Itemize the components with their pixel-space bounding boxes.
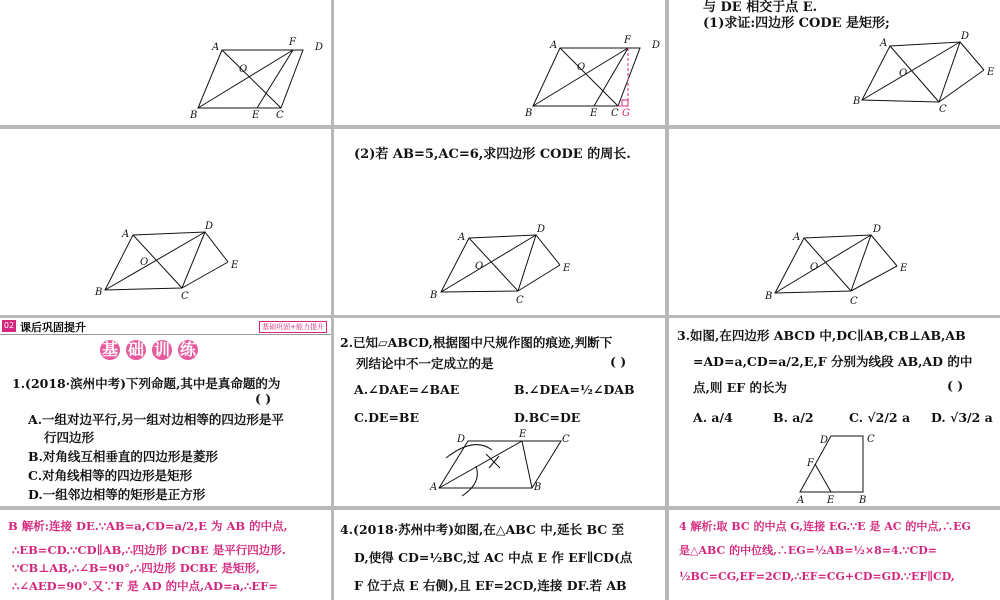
rectangle-code-figure [669, 0, 1000, 125]
section-header [0, 318, 331, 335]
label-e: E [519, 429, 527, 440]
label-f: F [289, 37, 296, 48]
question-stem: 2.已知▱ABCD,根据图中尺规作图的痕迹,判断下 [340, 335, 613, 350]
question-stem: 1.(2018·滨州中考)下列命题,其中是真命题的为 [12, 376, 281, 391]
label-a: A [430, 482, 438, 493]
option-c: C. √2/2 a [849, 410, 911, 425]
panel-question-1 [0, 318, 331, 506]
label-a: A [122, 229, 130, 240]
label-b: B [525, 108, 533, 119]
answer-paren: ( ) [255, 391, 272, 406]
parallelogram-figure [0, 0, 331, 125]
solution-line: ½BC=CG,EF=2CD,∴EF=CG+CD=GD.∵EF∥CD, [679, 570, 955, 583]
section-badge: 02 [3, 321, 15, 330]
label-o: O [239, 64, 248, 75]
panel-answer-4 [669, 510, 1000, 600]
question-stem: 4.(2018·苏州中考)如图,在△ABC 中,延长 BC 至 [340, 522, 625, 537]
label-o: O [577, 62, 586, 73]
label-b: B [534, 482, 542, 493]
option-a-cont: 行四边形 [44, 430, 95, 445]
rectangle-code-figure [0, 129, 331, 315]
label-o: O [810, 262, 819, 273]
question-stem-cont: F 位于点 E 右侧),且 EF=2CD,连接 DF.若 AB [354, 578, 627, 593]
label-c: C [516, 295, 524, 306]
solution-line: ∵CB⊥AB,∴∠B=90°,∴四边形 DCBE 是矩形, [12, 561, 260, 575]
label-a: A [793, 232, 801, 243]
label-a: A [212, 42, 220, 53]
section-title: 课后巩固提升 [20, 321, 86, 334]
panel-mid-right [669, 129, 1000, 315]
label-b: B [430, 290, 438, 301]
text-line: 与 DE 相交于点 E. [703, 0, 818, 15]
label-e: E [563, 263, 571, 274]
label-c: C [867, 434, 875, 445]
label-c: C [939, 104, 947, 115]
label-a: A [550, 40, 558, 51]
label-g: G [622, 108, 630, 119]
option-d: D. √3/2 a [931, 410, 993, 425]
label-c: C [611, 108, 619, 119]
solution-line: 是△ABC 的中位线,∴EG=½AB=½×8=4.∵CD= [679, 544, 937, 557]
option-a: A. a/4 [693, 410, 733, 425]
answer-paren: ( ) [947, 378, 964, 393]
option-d: D.一组邻边相等的矩形是正方形 [28, 487, 206, 502]
label-e: E [827, 495, 835, 506]
option-a: A.∠DAE=∠BAE [354, 382, 460, 397]
trapezoid-figure [669, 318, 1000, 506]
label-d: D [457, 434, 466, 445]
parallelogram-construction-figure [334, 318, 665, 506]
training-heading [100, 340, 204, 360]
training-char: 础 [127, 340, 144, 359]
option-b: B. a/2 [773, 410, 814, 425]
label-b: B [853, 96, 861, 107]
option-b: B.对角线互相垂直的四边形是菱形 [28, 449, 218, 464]
panel-question-4 [334, 510, 665, 600]
training-char: 基 [101, 340, 118, 359]
question-stem: 3.如图,在四边形 ABCD 中,DC∥AB,CB⊥AB,AB [677, 328, 966, 343]
label-e: E [987, 67, 995, 78]
solution-line: 4 解析:取 BC 的中点 G,连接 EG.∵E 是 AC 的中点,∴EG [679, 520, 971, 533]
label-d: D [537, 224, 546, 235]
label-a: A [880, 38, 888, 49]
question-stem-cont: =AD=a,CD=a/2,E,F 分别为线段 AB,AD 的中 [693, 354, 973, 369]
panel-top-left [0, 0, 331, 125]
panel-mid-center [334, 129, 665, 315]
question-stem-cont: 列结论中不一定成立的是 [356, 356, 494, 371]
panel-top-center [334, 0, 665, 125]
training-char: 训 [153, 340, 170, 359]
label-f: F [624, 35, 631, 46]
section-tag: 基础巩固+能力提升 [259, 321, 327, 333]
option-d: D.BC=DE [514, 410, 581, 425]
label-a: A [458, 232, 466, 243]
panel-question-2 [334, 318, 665, 506]
answer-paren: ( ) [610, 354, 627, 369]
label-c: C [276, 110, 284, 121]
label-d: D [820, 435, 829, 446]
option-b: B.∠DEA=½∠DAB [514, 382, 635, 397]
solution-line: ∴∠AED=90°.又∵F 是 AD 的中点,AD=a,∴EF= [12, 579, 278, 593]
label-d: D [315, 42, 324, 53]
label-e: E [231, 260, 239, 271]
label-c: C [181, 291, 189, 302]
label-e: E [252, 110, 260, 121]
option-c: C.DE=BE [354, 410, 420, 425]
panel-top-right [669, 0, 1000, 125]
rectangle-code-figure [334, 129, 665, 315]
label-d: D [652, 40, 661, 51]
label-b: B [190, 110, 198, 121]
question-stem-cont: 点,则 EF 的长为 [693, 380, 787, 395]
label-o: O [899, 68, 908, 79]
option-c: C.对角线相等的四边形是矩形 [28, 468, 193, 483]
label-d: D [873, 224, 882, 235]
label-a: A [797, 495, 805, 506]
text-line: (2)若 AB=5,AC=6,求四边形 CODE 的周长. [354, 147, 631, 162]
label-e: E [900, 263, 908, 274]
solution-line: B 解析:连接 DE.∵AB=a,CD=a/2,E 为 AB 的中点, [8, 519, 288, 533]
label-b: B [95, 287, 103, 298]
panel-mid-left [0, 129, 331, 315]
label-o: O [475, 261, 484, 272]
panel-question-3 [669, 318, 1000, 506]
option-a: A.一组对边平行,另一组对边相等的四边形是平 [28, 412, 284, 427]
label-o: O [140, 257, 149, 268]
text-line: (1)求证:四边形 CODE 是矩形; [703, 16, 890, 31]
label-b: B [765, 291, 773, 302]
training-char: 练 [179, 340, 196, 359]
label-b: B [859, 495, 867, 506]
label-d: D [205, 221, 214, 232]
label-c: C [850, 296, 858, 307]
question-stem-cont: D,使得 CD=½BC,过 AC 中点 E 作 EF∥CD(点 [354, 550, 633, 565]
label-d: D [961, 31, 970, 42]
rectangle-code-figure [669, 129, 1000, 315]
solution-line: ∴EB=CD.∵CD∥AB,∴四边形 DCBE 是平行四边形. [12, 543, 286, 557]
parallelogram-figure-with-g [334, 0, 665, 125]
label-e: E [590, 108, 598, 119]
label-f: F [807, 458, 814, 469]
label-c: C [562, 434, 570, 445]
panel-answer-1 [0, 510, 331, 600]
